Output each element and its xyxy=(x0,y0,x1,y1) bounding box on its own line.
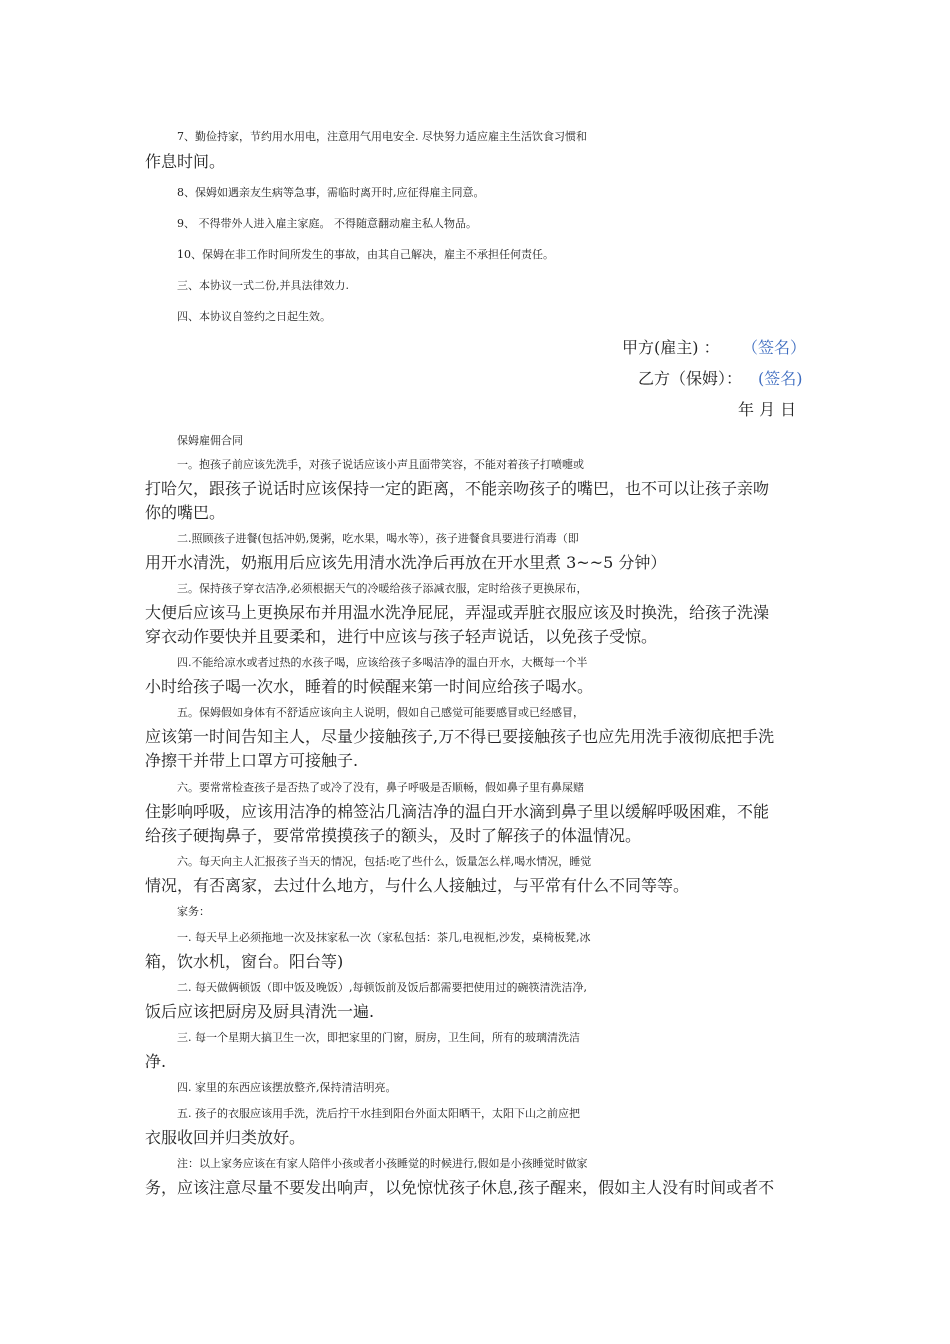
party-b-label: 乙方（保姆）： xyxy=(638,369,743,388)
contract-title: 保姆雇佣合同 xyxy=(177,434,243,447)
para-6b-line-2: 情况，有否离家，去过什么地方，与什么人接触过，与平常有什么不同等等。 xyxy=(145,876,690,895)
para-6a-line-3: 给孩子硬掏鼻子，要常常摸摸孩子的额头，及时了解孩子的体温情况。 xyxy=(145,826,642,845)
para-3-line-2: 大便后应该马上更换尿布并用温水洗净屁屁，弄湿或弄脏衣服应该及时换洗，给孩子洗澡 xyxy=(145,603,770,622)
housework-2-line-1: 二. 每天做俩顿饭（即中饭及晚饭）,每顿饭前及饭后都需要把使用过的碗筷清洗洁净, xyxy=(177,981,587,994)
clause-10: 10、保姆在非工作时间所发生的事故，由其自己解决，雇主不承担任何责任。 xyxy=(177,248,554,261)
housework-heading: 家务： xyxy=(177,905,210,918)
para-3-line-3: 穿衣动作要快并且要柔和，进行中应该与孩子轻声说话，以免孩子受惊。 xyxy=(145,627,658,646)
section-3: 三、本协议一式二份,并具法律效力. xyxy=(177,279,349,292)
housework-3-line-2: 净. xyxy=(145,1052,167,1071)
housework-1-line-1: 一. 每天早上必须拖地一次及抹家私一次（家私包括：茶几,电视柜,沙发，桌椅板凳,冰 xyxy=(177,931,591,944)
party-b-signature: (签名) xyxy=(758,369,803,388)
para-6a-line-2: 住影响呼吸，应该用洁净的棉签沾几滴洁净的温白开水滴到鼻子里以缓解呼吸困难，不能 xyxy=(145,802,770,821)
clause-7-line-1: 7、勤俭持家，节约用水用电，注意用气用电安全. 尽快努力适应雇主生活饮食习惯和 xyxy=(177,130,587,143)
clause-7-line-2: 作息时间。 xyxy=(145,152,226,171)
section-4: 四、本协议自签约之日起生效。 xyxy=(177,310,331,323)
housework-2-line-2: 饭后应该把厨房及厨具清洗一遍. xyxy=(145,1002,375,1021)
para-6b-line-1: 六。每天向主人汇报孩子当天的情况，包括:吃了些什么，饭量怎么样,喝水情况，睡觉 xyxy=(177,855,592,868)
para-6a-line-1: 六。要常常检查孩子是否热了或冷了没有，鼻子呼吸是否顺畅，假如鼻子里有鼻屎赌 xyxy=(177,781,584,794)
para-2-line-2: 用开水清洗，奶瓶用后应该先用清水洗净后再放在开水里煮 3~~5 分钟） xyxy=(145,553,667,572)
housework-5-line-1: 五. 孩子的衣服应该用手洗，洗后拧干水挂到阳台外面太阳晒干，太阳下山之前应把 xyxy=(177,1107,580,1120)
para-4-line-2: 小时给孩子喝一次水，睡着的时候醒来第一时间应给孩子喝水。 xyxy=(145,677,594,696)
note-line-2: 务，应该注意尽量不要发出响声，以免惊忧孩子休息,孩子醒来，假如主人没有时间或者不 xyxy=(145,1178,775,1197)
housework-1-line-2: 箱，饮水机，窗台。阳台等) xyxy=(145,952,344,971)
para-4-line-1: 四.不能给凉水或者过热的水孩子喝，应该给孩子多喝洁净的温白开水，大概每一个半 xyxy=(177,656,588,669)
para-5-line-2: 应该第一时间告知主人，尽量少接触孩子,万不得已要接触孩子也应先用洗手液彻底把手洗 xyxy=(145,727,775,746)
sign-date: 年 月 日 xyxy=(738,400,797,419)
clause-8: 8、保姆如遇亲友生病等急事，需临时离开时,应征得雇主同意。 xyxy=(177,186,485,199)
para-2-line-1: 二.照顾孩子进餐(包括冲奶,煲粥，吃水果，喝水等），孩子进餐食具要进行消毒（即 xyxy=(177,532,579,545)
para-1-line-1: 一。抱孩子前应该先洗手，对孩子说话应该小声且面带笑容，不能对着孩子打喷嚏或 xyxy=(177,458,584,471)
party-a-label: 甲方(雇主) ： xyxy=(622,338,720,357)
para-3-line-1: 三。保持孩子穿衣洁净,必须根据天气的冷暖给孩子添减衣服，定时给孩子更换尿布， xyxy=(177,582,588,595)
para-5-line-3: 净擦干并带上口罩方可接触子. xyxy=(145,751,359,770)
party-a-signature: （签名） xyxy=(742,338,807,357)
para-1-line-3: 你的嘴巴。 xyxy=(145,503,226,522)
housework-5-line-2: 衣服收回并归类放好。 xyxy=(145,1128,306,1147)
housework-3-line-1: 三. 每一个星期大搞卫生一次，即把家里的门窗，厨房，卫生间，所有的玻璃清洗洁 xyxy=(177,1031,580,1044)
para-1-line-2: 打哈欠，跟孩子说话时应该保持一定的距离，不能亲吻孩子的嘴巴，也不可以让孩子亲吻 xyxy=(145,479,770,498)
note-line-1: 注：以上家务应该在有家人陪伴小孩或者小孩睡觉的时候进行,假如是小孩睡觉时做家 xyxy=(177,1157,588,1170)
housework-4: 四. 家里的东西应该摆放整齐,保持清洁明亮。 xyxy=(177,1081,397,1094)
clause-9: 9、 不得带外人进入雇主家庭。 不得随意翻动雇主私人物品。 xyxy=(177,217,477,230)
para-5-line-1: 五。保姆假如身体有不舒适应该向主人说明，假如自己感觉可能要感冒或已经感冒， xyxy=(177,706,584,719)
